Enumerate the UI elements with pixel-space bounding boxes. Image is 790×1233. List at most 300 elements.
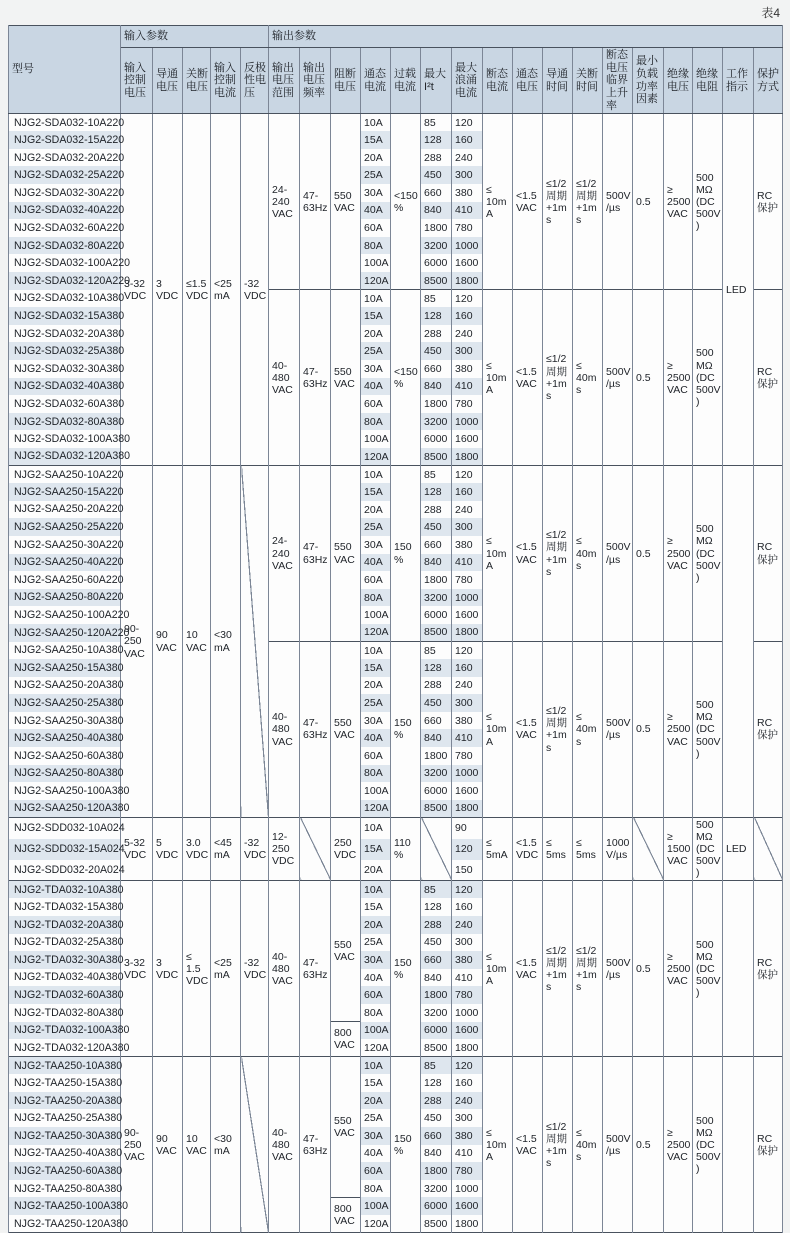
- cell: ≤ 40ms: [573, 466, 603, 642]
- cell: 85: [421, 1057, 452, 1075]
- col-insulation-voltage: 绝缘电压: [664, 48, 693, 114]
- cell: 300: [452, 1109, 483, 1127]
- cell: 30A: [361, 536, 391, 554]
- cell: 80A: [361, 1004, 391, 1022]
- cell: 450: [421, 518, 452, 536]
- cell: 450: [421, 342, 452, 360]
- cell: 25A: [361, 166, 391, 184]
- col-reverse-polarity-voltage: 反极性电压: [241, 48, 269, 114]
- cell: ≤1/2周期+1ms: [573, 881, 603, 1057]
- model-cell: NJG2-SAA250-20A380: [9, 677, 121, 695]
- cell: 800 VAC: [331, 1197, 361, 1232]
- cell: ≥ 1500 VAC: [664, 817, 693, 880]
- cell: 20A: [361, 1092, 391, 1110]
- cell: 15A: [361, 659, 391, 677]
- cell: [633, 817, 664, 880]
- cell: 3 VDC: [153, 114, 183, 466]
- model-cell: NJG2-TDA032-15A380: [9, 898, 121, 916]
- cell: 288: [421, 916, 452, 934]
- cell: <30 mA: [211, 1057, 241, 1233]
- model-cell: NJG2-TAA250-40A380: [9, 1145, 121, 1163]
- cell: 40A: [361, 202, 391, 220]
- cell: 780: [452, 219, 483, 237]
- cell: 0.5: [633, 642, 664, 818]
- cell: 6000: [421, 1022, 452, 1040]
- cell: 6000: [421, 606, 452, 624]
- cell: 500V /µs: [603, 1057, 633, 1233]
- group-output-params: 输出参数: [269, 26, 783, 48]
- model-cell: NJG2-SDD032-10A024: [9, 817, 121, 838]
- cell: 3200: [421, 589, 452, 607]
- cell: 10 VAC: [183, 1057, 211, 1233]
- cell: 410: [452, 969, 483, 987]
- cell: 500 MΩ (DC 500V): [693, 817, 723, 880]
- model-cell: NJG2-SDA032-60A380: [9, 395, 121, 413]
- cell: 40-480 VAC: [269, 1057, 300, 1233]
- model-cell: NJG2-TAA250-80A380: [9, 1180, 121, 1198]
- cell: 90-250 VAC: [121, 466, 153, 818]
- cell: 10A: [361, 114, 391, 132]
- cell: 47-63Hz: [300, 290, 331, 466]
- cell: 10A: [361, 642, 391, 660]
- cell: 500 MΩ (DC 500V): [693, 290, 723, 466]
- cell: 300: [452, 934, 483, 952]
- cell: 100A: [361, 606, 391, 624]
- cell: ≥ 2500 VAC: [664, 642, 693, 818]
- model-cell: NJG2-SDA032-20A220: [9, 149, 121, 167]
- cell: 80A: [361, 1180, 391, 1198]
- cell: 120: [452, 1057, 483, 1075]
- cell: 780: [452, 395, 483, 413]
- model-cell: NJG2-SAA250-10A380: [9, 642, 121, 660]
- cell: 450: [421, 694, 452, 712]
- cell: 0.5: [633, 466, 664, 642]
- col-turn-on-time: 导通时间: [543, 48, 573, 114]
- cell: ≤1/2周期+1ms: [543, 1057, 573, 1233]
- model-cell: NJG2-SDA032-80A220: [9, 237, 121, 255]
- cell: 160: [452, 131, 483, 149]
- cell: 1800: [421, 986, 452, 1004]
- cell: 1600: [452, 254, 483, 272]
- cell: 410: [452, 554, 483, 572]
- model-cell: NJG2-TAA250-30A380: [9, 1127, 121, 1145]
- model-cell: NJG2-SAA250-15A220: [9, 483, 121, 501]
- cell: 128: [421, 131, 452, 149]
- cell: 30A: [361, 1127, 391, 1145]
- model-cell: NJG2-SDD032-20A024: [9, 860, 121, 881]
- cell: 500V /µs: [603, 881, 633, 1057]
- cell: 47-63Hz: [300, 466, 331, 642]
- col-output-voltage-range: 输出电压范围: [269, 48, 300, 114]
- cell: <1.5 VAC: [513, 881, 543, 1057]
- model-cell: NJG2-SAA250-60A220: [9, 571, 121, 589]
- cell: 1600: [452, 1197, 483, 1215]
- cell: <1.5 VAC: [513, 642, 543, 818]
- cell: 120: [452, 114, 483, 132]
- cell: 1000: [452, 413, 483, 431]
- cell: <150%: [391, 114, 421, 290]
- cell: 10 VAC: [183, 466, 211, 818]
- model-cell: NJG2-TDA032-10A380: [9, 881, 121, 899]
- cell: ≤1/2周期+1ms: [543, 290, 573, 466]
- cell: 25A: [361, 1109, 391, 1127]
- cell: 800 VAC: [331, 1022, 361, 1057]
- model-cell: NJG2-SAA250-100A380: [9, 782, 121, 800]
- cell: 288: [421, 325, 452, 343]
- cell: 8500: [421, 448, 452, 466]
- cell: RC保护: [754, 114, 783, 290]
- cell: 90 VAC: [153, 1057, 183, 1233]
- cell: -32 VDC: [241, 114, 269, 466]
- col-work-indicator: 工作指示: [723, 48, 754, 114]
- cell: <1.5 VDC: [513, 817, 543, 880]
- cell: 160: [452, 483, 483, 501]
- model-cell: NJG2-SDA032-60A220: [9, 219, 121, 237]
- model-cell: NJG2-SDA032-40A220: [9, 202, 121, 220]
- cell: 120A: [361, 272, 391, 290]
- cell: 120: [452, 642, 483, 660]
- cell: 40A: [361, 1145, 391, 1163]
- col-off-voltage: 关断电压: [183, 48, 211, 114]
- cell: [723, 466, 754, 818]
- model-cell: NJG2-TAA250-60A380: [9, 1162, 121, 1180]
- cell: ≤1/2周期+1ms: [543, 114, 573, 290]
- cell: 150%: [391, 881, 421, 1057]
- cell: 840: [421, 378, 452, 396]
- model-cell: NJG2-SDA032-30A220: [9, 184, 121, 202]
- col-on-state-voltage: 通态电压: [513, 48, 543, 114]
- cell: 90 VAC: [153, 466, 183, 818]
- cell: 10A: [361, 881, 391, 899]
- cell: 8500: [421, 624, 452, 642]
- cell: 500V/µs: [603, 642, 633, 818]
- cell: 380: [452, 1127, 483, 1145]
- cell: 100A: [361, 254, 391, 272]
- spec-table-body: [9, 114, 783, 1233]
- cell: ≤ 10mA: [483, 881, 513, 1057]
- cell: 128: [421, 307, 452, 325]
- cell: 12-250 VDC: [269, 817, 300, 880]
- cell: <25 mA: [211, 114, 241, 466]
- cell: 85: [421, 881, 452, 899]
- cell: 120: [452, 839, 483, 860]
- cell: 40A: [361, 729, 391, 747]
- cell: [241, 466, 269, 818]
- cell: 100A: [361, 1197, 391, 1215]
- model-cell: NJG2-SDA032-10A380: [9, 290, 121, 308]
- cell: ≤1.5 VDC: [183, 114, 211, 466]
- cell: ≤ 10mA: [483, 642, 513, 818]
- cell: 6000: [421, 1197, 452, 1215]
- cell: ≥ 2500 VAC: [664, 881, 693, 1057]
- cell: ≤ 5mA: [483, 817, 513, 880]
- cell: 85: [421, 466, 452, 484]
- cell: 40A: [361, 554, 391, 572]
- model-cell: NJG2-SDA032-25A220: [9, 166, 121, 184]
- cell: ≥ 2500 VAC: [664, 290, 693, 466]
- cell: -32 VDC: [241, 817, 269, 880]
- cell: 40A: [361, 378, 391, 396]
- cell: 1000: [452, 765, 483, 783]
- cell: 10A: [361, 1057, 391, 1075]
- col-off-state-current: 断态电流: [483, 48, 513, 114]
- cell: ≤1/2周期+1ms: [543, 881, 573, 1057]
- cell: 25A: [361, 934, 391, 952]
- cell: 300: [452, 342, 483, 360]
- cell: 1600: [452, 782, 483, 800]
- col-output-frequency: 输出电压频率: [300, 48, 331, 114]
- model-cell: NJG2-SAA250-80A220: [9, 589, 121, 607]
- cell: 3.0 VDC: [183, 817, 211, 880]
- model-cell: NJG2-TDA032-40A380: [9, 969, 121, 987]
- cell: ≤ 40ms: [573, 1057, 603, 1233]
- cell: 60A: [361, 747, 391, 765]
- cell: 80A: [361, 237, 391, 255]
- cell: 24-240 VAC: [269, 114, 300, 290]
- cell: 410: [452, 729, 483, 747]
- cell: 5-32 VDC: [121, 817, 153, 880]
- cell: 3-32 VDC: [121, 114, 153, 466]
- model-cell: NJG2-SDA032-15A220: [9, 131, 121, 149]
- cell: 1600: [452, 430, 483, 448]
- cell: 85: [421, 114, 452, 132]
- cell: 1800: [452, 272, 483, 290]
- cell: [723, 1057, 754, 1233]
- cell: 20A: [361, 325, 391, 343]
- cell: 500V/µs: [603, 466, 633, 642]
- cell: 120A: [361, 1039, 391, 1057]
- model-cell: NJG2-SAA250-120A220: [9, 624, 121, 642]
- cell: 1800: [452, 624, 483, 642]
- cell: 8500: [421, 800, 452, 818]
- col-overload-current: 过载电流: [391, 48, 421, 114]
- cell: 20A: [361, 916, 391, 934]
- cell: 500 MΩ (DC 500V): [693, 1057, 723, 1233]
- model-cell: NJG2-SDA032-25A380: [9, 342, 121, 360]
- cell: 1800: [421, 571, 452, 589]
- spec-table: [8, 25, 783, 1233]
- cell: 25A: [361, 342, 391, 360]
- cell: 128: [421, 483, 452, 501]
- model-cell: NJG2-SDA032-120A380: [9, 448, 121, 466]
- table-row: [9, 114, 783, 132]
- cell: LED: [723, 114, 754, 466]
- cell: ≤ 10mA: [483, 114, 513, 290]
- cell: 500 MΩ (DC 500V): [693, 642, 723, 818]
- cell: 80A: [361, 413, 391, 431]
- cell: 47-63Hz: [300, 881, 331, 1057]
- cell: 380: [452, 951, 483, 969]
- cell: 380: [452, 712, 483, 730]
- cell: 128: [421, 659, 452, 677]
- cell: 240: [452, 501, 483, 519]
- cell: 30A: [361, 712, 391, 730]
- table-row: [9, 466, 783, 484]
- cell: 288: [421, 501, 452, 519]
- cell: 120: [452, 466, 483, 484]
- cell: 100A: [361, 782, 391, 800]
- cell: 1000: [452, 237, 483, 255]
- cell: 500V/µs: [603, 114, 633, 290]
- cell: 1000V/µs: [603, 817, 633, 880]
- model-cell: NJG2-SDD032-15A024: [9, 839, 121, 860]
- cell: <1.5 VAC: [513, 466, 543, 642]
- cell: 500 MΩ (DC 500V): [693, 881, 723, 1057]
- cell: 150%: [391, 642, 421, 818]
- cell: 1800: [421, 1162, 452, 1180]
- cell: 80A: [361, 765, 391, 783]
- cell: 3-32 VDC: [121, 881, 153, 1057]
- cell: 47-63Hz: [300, 642, 331, 818]
- cell: 40A: [361, 969, 391, 987]
- cell: 840: [421, 1145, 452, 1163]
- cell: 660: [421, 1127, 452, 1145]
- cell: 128: [421, 1074, 452, 1092]
- cell: 410: [452, 202, 483, 220]
- cell: <45 mA: [211, 817, 241, 880]
- cell: 8500: [421, 1215, 452, 1233]
- cell: 160: [452, 898, 483, 916]
- cell: 120: [452, 290, 483, 308]
- cell: ≤1/2周期+1ms: [543, 642, 573, 818]
- model-cell: NJG2-SDA032-20A380: [9, 325, 121, 343]
- table-caption: 表4: [761, 6, 780, 20]
- model-cell: NJG2-TAA250-10A380: [9, 1057, 121, 1075]
- cell: 500 MΩ (DC 500V): [693, 466, 723, 642]
- model-cell: NJG2-TDA032-60A380: [9, 986, 121, 1004]
- cell: 450: [421, 166, 452, 184]
- cell: 660: [421, 951, 452, 969]
- model-cell: NJG2-TAA250-20A380: [9, 1092, 121, 1110]
- cell: 150: [452, 860, 483, 881]
- col-blocking-voltage: 阻断电压: [331, 48, 361, 114]
- cell: [300, 817, 331, 880]
- cell: 288: [421, 677, 452, 695]
- cell: 288: [421, 149, 452, 167]
- model-cell: NJG2-SAA250-60A380: [9, 747, 121, 765]
- model-cell: NJG2-SAA250-25A380: [9, 694, 121, 712]
- cell: 3200: [421, 237, 452, 255]
- col-input-control-current: 输入控制电流: [211, 48, 241, 114]
- cell: <25 mA: [211, 881, 241, 1057]
- model-cell: NJG2-SDA032-120A220: [9, 272, 121, 290]
- cell: 10A: [361, 817, 391, 838]
- cell: 25A: [361, 694, 391, 712]
- cell: 40-480 VAC: [269, 290, 300, 466]
- cell: 780: [452, 986, 483, 1004]
- cell: RC保护: [754, 1057, 783, 1233]
- cell: 1800: [421, 395, 452, 413]
- cell: 8500: [421, 272, 452, 290]
- cell: LED: [723, 817, 754, 880]
- cell: ≤ 10mA: [483, 1057, 513, 1233]
- cell: 120: [452, 881, 483, 899]
- model-cell: NJG2-SDA032-10A220: [9, 114, 121, 132]
- cell: 25A: [361, 518, 391, 536]
- cell: ≥ 2500 VAC: [664, 1057, 693, 1233]
- model-cell: NJG2-TDA032-20A380: [9, 916, 121, 934]
- cell: 5 VDC: [153, 817, 183, 880]
- model-cell: NJG2-TAA250-25A380: [9, 1109, 121, 1127]
- cell: 20A: [361, 860, 391, 881]
- table-row: [9, 881, 783, 899]
- cell: 780: [452, 1162, 483, 1180]
- col-on-voltage: 导通电压: [153, 48, 183, 114]
- cell: 240: [452, 325, 483, 343]
- cell: 60A: [361, 219, 391, 237]
- cell: 15A: [361, 1074, 391, 1092]
- model-cell: NJG2-SAA250-20A220: [9, 501, 121, 519]
- cell: ≤ 1.5 VDC: [183, 881, 211, 1057]
- cell: 120A: [361, 800, 391, 818]
- cell: 24-240 VAC: [269, 466, 300, 642]
- cell: 500 MΩ (DC 500V): [693, 114, 723, 290]
- cell: 550 VAC: [331, 290, 361, 466]
- cell: 380: [452, 184, 483, 202]
- cell: 450: [421, 1109, 452, 1127]
- cell: <150%: [391, 290, 421, 466]
- cell: 110%: [391, 817, 421, 880]
- cell: 60A: [361, 571, 391, 589]
- cell: 40-480 VAC: [269, 881, 300, 1057]
- model-cell: NJG2-SAA250-25A220: [9, 518, 121, 536]
- cell: 100A: [361, 1022, 391, 1040]
- model-cell: NJG2-TAA250-15A380: [9, 1074, 121, 1092]
- cell: 3200: [421, 765, 452, 783]
- col-dv-dt: 断态电压临界上升率: [603, 48, 633, 114]
- model-cell: NJG2-SDA032-80A380: [9, 413, 121, 431]
- cell: 15A: [361, 483, 391, 501]
- cell: 100A: [361, 430, 391, 448]
- model-cell: NJG2-SAA250-30A380: [9, 712, 121, 730]
- model-cell: NJG2-SAA250-80A380: [9, 765, 121, 783]
- model-cell: NJG2-TAA250-120A380: [9, 1215, 121, 1233]
- cell: 128: [421, 898, 452, 916]
- cell: 1600: [452, 606, 483, 624]
- cell: ≤ 5ms: [543, 817, 573, 880]
- cell: 10A: [361, 290, 391, 308]
- model-cell: NJG2-SAA250-30A220: [9, 536, 121, 554]
- cell: 80A: [361, 589, 391, 607]
- col-min-load-power-factor: 最小负载功率因素: [633, 48, 664, 114]
- cell: 240: [452, 916, 483, 934]
- cell: 840: [421, 202, 452, 220]
- cell: 150%: [391, 466, 421, 642]
- cell: 550 VAC: [331, 881, 361, 1022]
- model-cell: NJG2-SAA250-100A220: [9, 606, 121, 624]
- cell: 60A: [361, 395, 391, 413]
- cell: ≥ 2500 VAC: [664, 114, 693, 290]
- cell: 1600: [452, 1022, 483, 1040]
- cell: RC保护: [754, 881, 783, 1057]
- cell: 0.5: [633, 881, 664, 1057]
- cell: 300: [452, 694, 483, 712]
- cell: ≤ 40ms: [573, 642, 603, 818]
- cell: 380: [452, 360, 483, 378]
- cell: <30 mA: [211, 466, 241, 818]
- cell: 0.5: [633, 114, 664, 290]
- cell: 660: [421, 360, 452, 378]
- model-cell: NJG2-TDA032-25A380: [9, 934, 121, 952]
- spec-table-header: [9, 26, 783, 114]
- cell: -32 VDC: [241, 881, 269, 1057]
- cell: 300: [452, 166, 483, 184]
- col-max-surge-current: 最大浪涌电流: [452, 48, 483, 114]
- cell: ≤ 10mA: [483, 290, 513, 466]
- cell: 15A: [361, 898, 391, 916]
- cell: 0.5: [633, 290, 664, 466]
- cell: 550 VAC: [331, 1057, 361, 1198]
